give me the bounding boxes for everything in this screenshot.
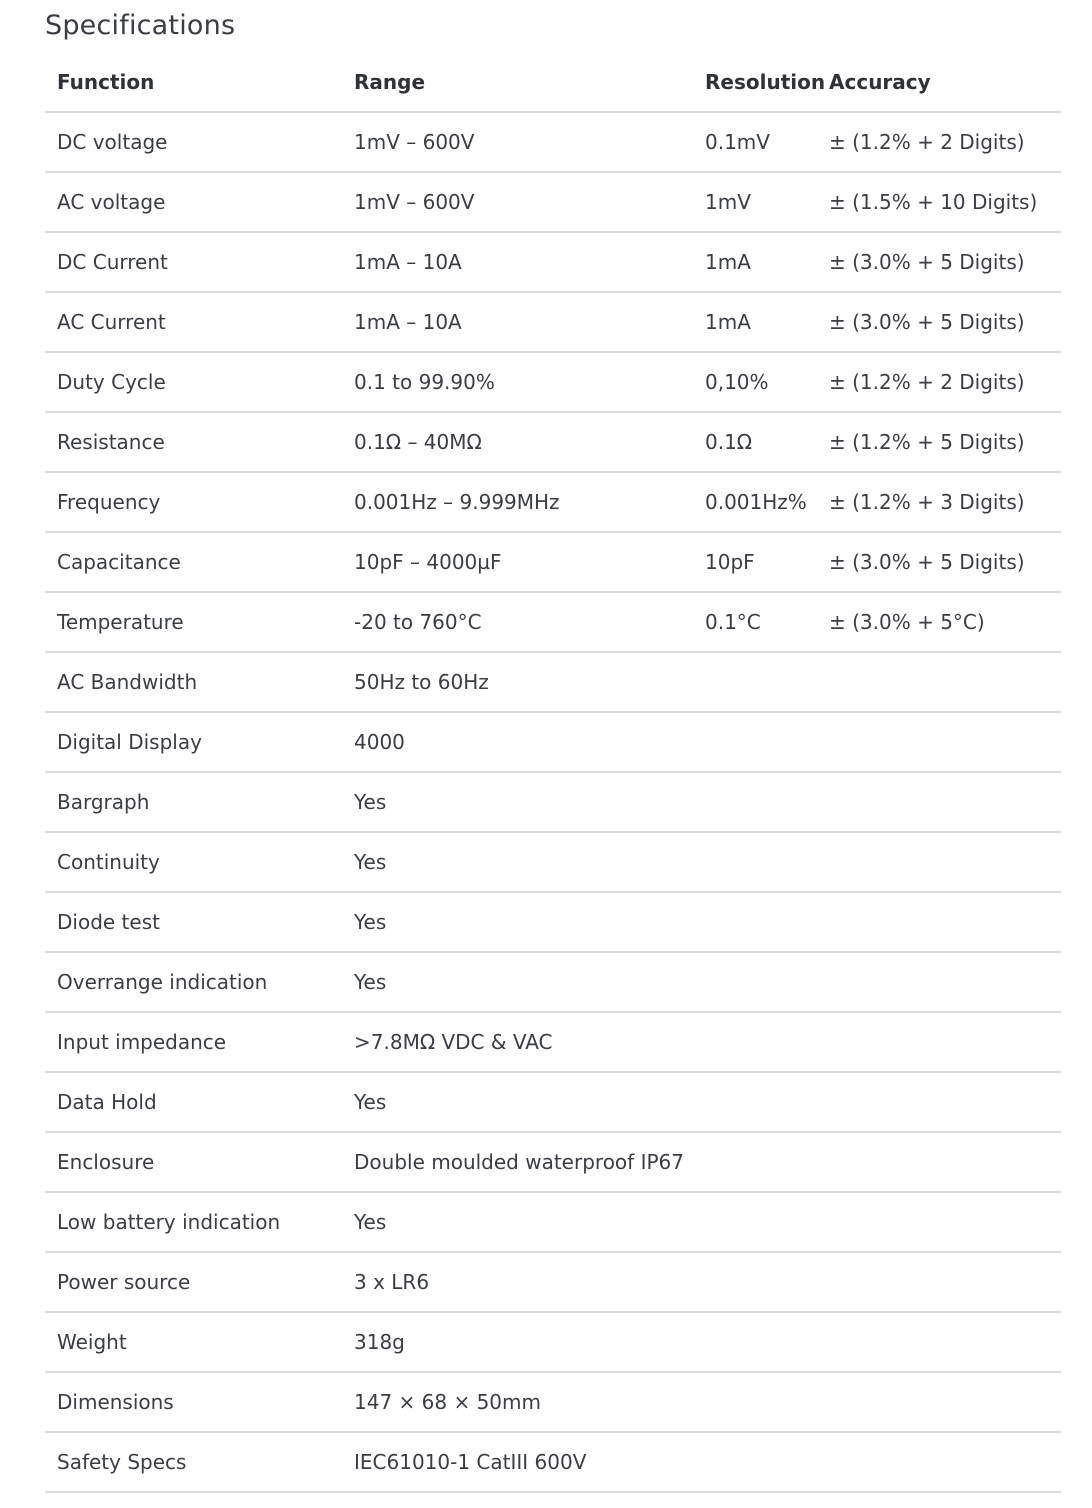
cell-resolution: 0.1Ω — [693, 412, 824, 472]
table-row — [45, 1432, 1061, 1492]
cell-resolution — [693, 1012, 824, 1072]
cell-resolution: 10pF — [693, 532, 824, 592]
cell-resolution — [693, 1372, 824, 1432]
cell-function: DC Current — [45, 232, 342, 292]
cell-resolution — [693, 952, 824, 1012]
cell-accuracy — [824, 892, 1061, 952]
cell-range: >7.8MΩ VDC & VAC — [342, 1012, 693, 1072]
cell-resolution: 0.001Hz% — [693, 472, 824, 532]
table-row — [45, 532, 1061, 592]
cell-accuracy — [824, 1192, 1061, 1252]
cell-accuracy — [824, 832, 1061, 892]
cell-function: Data Hold — [45, 1072, 342, 1132]
cell-resolution: 0.1mV — [693, 112, 824, 172]
cell-range: Yes — [342, 1192, 693, 1252]
column-header-resolution: Resolution — [693, 52, 824, 112]
cell-accuracy: ± (1.2% + 3 Digits) — [824, 472, 1061, 532]
cell-accuracy: ± (3.0% + 5 Digits) — [824, 292, 1061, 352]
table-row — [45, 832, 1061, 892]
cell-resolution — [693, 1192, 824, 1252]
cell-function: Digital Display — [45, 712, 342, 772]
cell-range: 318g — [342, 1312, 693, 1372]
cell-function: Continuity — [45, 832, 342, 892]
cell-function: Frequency — [45, 472, 342, 532]
cell-function: AC Bandwidth — [45, 652, 342, 712]
cell-accuracy: ± (1.2% + 2 Digits) — [824, 352, 1061, 412]
table-row — [45, 292, 1061, 352]
table-row — [45, 772, 1061, 832]
cell-function: Bargraph — [45, 772, 342, 832]
cell-range: 0.1Ω – 40MΩ — [342, 412, 693, 472]
table-row — [45, 1132, 1061, 1192]
table-row — [45, 1012, 1061, 1072]
column-header-accuracy: Accuracy — [824, 52, 1061, 112]
cell-resolution — [693, 772, 824, 832]
cell-range: 50Hz to 60Hz — [342, 652, 693, 712]
cell-resolution — [693, 652, 824, 712]
cell-resolution: 1mA — [693, 232, 824, 292]
table-row — [45, 472, 1061, 532]
cell-accuracy: ± (3.0% + 5 Digits) — [824, 232, 1061, 292]
cell-function: Input impedance — [45, 1012, 342, 1072]
cell-range: 1mA – 10A — [342, 292, 693, 352]
table-row — [45, 1192, 1061, 1252]
cell-accuracy — [824, 952, 1061, 1012]
cell-accuracy — [824, 1132, 1061, 1192]
cell-function: Capacitance — [45, 532, 342, 592]
cell-range: Yes — [342, 1072, 693, 1132]
cell-function: Resistance — [45, 412, 342, 472]
table-row — [45, 712, 1061, 772]
cell-resolution — [693, 1312, 824, 1372]
cell-function: Duty Cycle — [45, 352, 342, 412]
cell-accuracy — [824, 712, 1061, 772]
header-row — [45, 52, 1061, 112]
table-row — [45, 232, 1061, 292]
cell-accuracy — [824, 1312, 1061, 1372]
cell-range: 147 × 68 × 50mm — [342, 1372, 693, 1432]
table-row — [45, 652, 1061, 712]
cell-resolution — [693, 892, 824, 952]
cell-accuracy: ± (1.5% + 10 Digits) — [824, 172, 1061, 232]
cell-accuracy — [824, 1072, 1061, 1132]
table-body — [45, 112, 1061, 1492]
cell-accuracy — [824, 1012, 1061, 1072]
cell-resolution: 1mV — [693, 172, 824, 232]
cell-accuracy: ± (3.0% + 5°C) — [824, 592, 1061, 652]
cell-function: AC voltage — [45, 172, 342, 232]
cell-accuracy — [824, 652, 1061, 712]
cell-range: Yes — [342, 952, 693, 1012]
cell-accuracy: ± (1.2% + 2 Digits) — [824, 112, 1061, 172]
table-row — [45, 952, 1061, 1012]
table-row — [45, 892, 1061, 952]
table-row — [45, 1312, 1061, 1372]
cell-function: DC voltage — [45, 112, 342, 172]
table-row — [45, 592, 1061, 652]
cell-range: 0.1 to 99.90% — [342, 352, 693, 412]
cell-range: 10pF – 4000µF — [342, 532, 693, 592]
section-title: Specifications — [45, 10, 236, 41]
cell-accuracy — [824, 1252, 1061, 1312]
cell-resolution — [693, 1132, 824, 1192]
cell-function: Temperature — [45, 592, 342, 652]
cell-range: 1mA – 10A — [342, 232, 693, 292]
cell-resolution — [693, 1432, 824, 1492]
cell-range: Double moulded waterproof IP67 — [342, 1132, 693, 1192]
cell-function: Dimensions — [45, 1372, 342, 1432]
specifications-section — [45, 0, 1061, 1493]
cell-range: 3 x LR6 — [342, 1252, 693, 1312]
cell-resolution: 1mA — [693, 292, 824, 352]
cell-range: 0.001Hz – 9.999MHz — [342, 472, 693, 532]
cell-resolution — [693, 1072, 824, 1132]
cell-range: -20 to 760°C — [342, 592, 693, 652]
cell-accuracy: ± (3.0% + 5 Digits) — [824, 532, 1061, 592]
cell-range: Yes — [342, 772, 693, 832]
cell-function: Diode test — [45, 892, 342, 952]
cell-range: 4000 — [342, 712, 693, 772]
cell-function: Overrange indication — [45, 952, 342, 1012]
cell-range: IEC61010-1 CatIII 600V — [342, 1432, 693, 1492]
table-row — [45, 1252, 1061, 1312]
cell-accuracy: ± (1.2% + 5 Digits) — [824, 412, 1061, 472]
cell-range: Yes — [342, 892, 693, 952]
table-row — [45, 172, 1061, 232]
table-row — [45, 1372, 1061, 1432]
cell-accuracy — [824, 1432, 1061, 1492]
specifications-table — [45, 52, 1061, 1493]
column-header-range: Range — [342, 52, 693, 112]
cell-resolution — [693, 1252, 824, 1312]
cell-accuracy — [824, 772, 1061, 832]
cell-resolution: 0.1°C — [693, 592, 824, 652]
cell-function: Low battery indication — [45, 1192, 342, 1252]
cell-resolution — [693, 832, 824, 892]
table-row — [45, 352, 1061, 412]
cell-range: Yes — [342, 832, 693, 892]
cell-function: AC Current — [45, 292, 342, 352]
cell-function: Enclosure — [45, 1132, 342, 1192]
cell-function: Safety Specs — [45, 1432, 342, 1492]
table-header — [45, 52, 1061, 112]
table-row — [45, 412, 1061, 472]
table-row — [45, 1072, 1061, 1132]
cell-range: 1mV – 600V — [342, 172, 693, 232]
cell-function: Power source — [45, 1252, 342, 1312]
cell-resolution — [693, 712, 824, 772]
cell-function: Weight — [45, 1312, 342, 1372]
column-header-function: Function — [45, 52, 342, 112]
cell-range: 1mV – 600V — [342, 112, 693, 172]
cell-accuracy — [824, 1372, 1061, 1432]
table-row — [45, 112, 1061, 172]
cell-resolution: 0,10% — [693, 352, 824, 412]
